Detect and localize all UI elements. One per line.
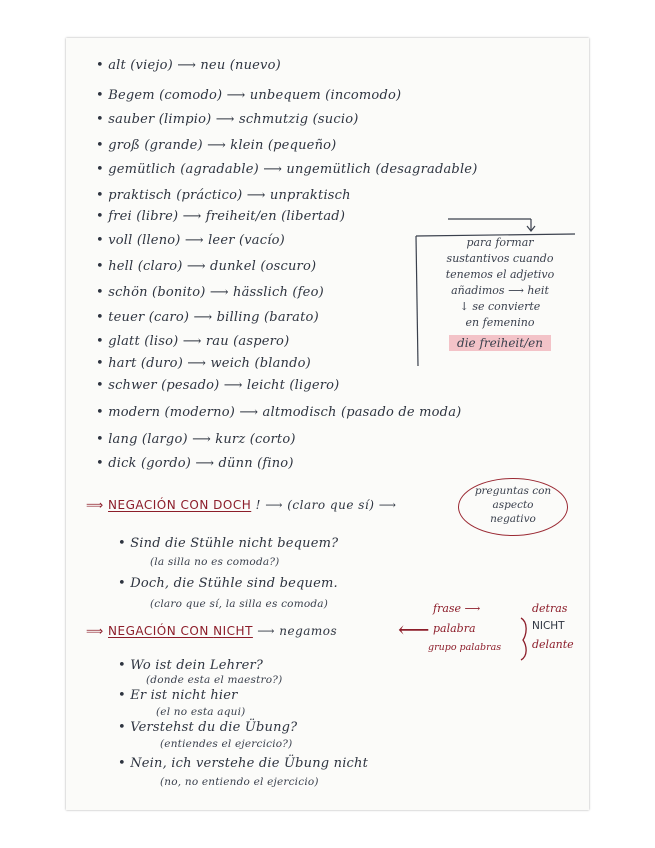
- doch-translation-1: (la silla no es comoda?): [150, 556, 280, 568]
- vocab-line-10: • schön (bonito) ⟶ hässlich (feo): [96, 285, 324, 300]
- option-grupo-palabras: grupo palabras: [428, 642, 502, 653]
- vocab-line-8: • voll (lleno) ⟶ leer (vacío): [96, 233, 285, 248]
- vocab-line-4: • groß (grande) ⟶ klein (pequeño): [96, 138, 337, 153]
- doch-heading-title: NEGACIÓN CON DOCH: [108, 498, 252, 512]
- option-palabra: palabra: [433, 622, 476, 635]
- note-line-1: para formar: [466, 236, 534, 249]
- bubble-line-3: negativo: [490, 513, 536, 525]
- note-line-4: añadimos ⟶ heit: [451, 284, 549, 297]
- vocab-line-6: • praktisch (práctico) ⟶ unpraktisch: [96, 188, 351, 203]
- doch-example-1: • Sind die Stühle nicht bequem?: [118, 536, 339, 551]
- position-delante: delante: [532, 638, 574, 651]
- position-detras: detras: [532, 602, 568, 615]
- nicht-translation-4: (no, no entiendo el ejercicio): [160, 776, 319, 788]
- adjective-to-noun-note: [425, 235, 575, 352]
- doch-example-2: • Doch, die Stühle sind bequem.: [118, 576, 338, 591]
- nicht-heading-rest: ⟶ negamos: [257, 624, 338, 638]
- nicht-heading: [86, 624, 337, 638]
- nicht-translation-1: (donde esta el maestro?): [146, 674, 283, 686]
- left-arrow-icon: ⟵: [398, 618, 430, 643]
- note-line-6: en femenino: [465, 316, 535, 329]
- doch-heading: [86, 498, 396, 512]
- nicht-example-4: • Nein, ich verstehe die Übung nicht: [118, 756, 369, 771]
- nicht-example-3: • Verstehst du die Übung?: [118, 720, 298, 735]
- nicht-double-arrow-icon: ⟹: [86, 624, 104, 638]
- nicht-translation-2: (el no esta aqui): [156, 706, 246, 718]
- doch-heading-rest: ! ⟶ (claro que sí) ⟶: [255, 498, 397, 512]
- nicht-translation-3: (entiendes el ejercicio?): [160, 738, 293, 750]
- vocab-line-16: • lang (largo) ⟶ kurz (corto): [96, 432, 296, 447]
- vocab-line-17: • dick (gordo) ⟶ dünn (fino): [96, 456, 294, 471]
- note-line-5: ↓ se convierte: [459, 300, 541, 313]
- vocab-line-5: • gemütlich (agradable) ⟶ ungemütlich (desagradable): [96, 162, 478, 177]
- vocab-line-14: • schwer (pesado) ⟶ leicht (ligero): [96, 378, 340, 393]
- note-highlight: die freiheit/en: [449, 335, 551, 351]
- vocab-line-1: • alt (viejo) ⟶ neu (nuevo): [96, 58, 281, 73]
- vocab-line-12: • glatt (liso) ⟶ rau (aspero): [96, 334, 290, 349]
- nicht-example-1: • Wo ist dein Lehrer?: [118, 658, 264, 673]
- nicht-heading-keyword: NICHT: [213, 624, 253, 638]
- nicht-example-2: • Er ist nicht hier: [118, 688, 238, 703]
- vocab-line-13: • hart (duro) ⟶ weich (blando): [96, 356, 311, 371]
- position-nicht: NICHT: [532, 620, 565, 632]
- bubble-line-1: preguntas con: [474, 485, 552, 497]
- vocab-line-3: • sauber (limpio) ⟶ schmutzig (sucio): [96, 112, 359, 127]
- nicht-heading-title: NEGACIÓN CON: [108, 624, 214, 638]
- vocab-line-2: • Begem (comodo) ⟶ unbequem (incomodo): [96, 88, 402, 103]
- doch-double-arrow-icon: ⟹: [86, 498, 104, 512]
- negative-questions-bubble: [458, 478, 568, 536]
- vocab-line-9: • hell (claro) ⟶ dunkel (oscuro): [96, 259, 317, 274]
- doch-translation-2: (claro que sí, la silla es comoda): [150, 598, 329, 610]
- bubble-line-2: aspecto: [492, 499, 534, 511]
- note-line-2: sustantivos cuando: [446, 252, 554, 265]
- vocab-line-11: • teuer (caro) ⟶ billing (barato): [96, 310, 319, 325]
- vocab-line-15: • modern (moderno) ⟶ altmodisch (pasado de moda): [96, 405, 462, 420]
- option-frase: frase ⟶: [433, 602, 481, 615]
- vocab-line-7: • frei (libre) ⟶ freiheit/en (libertad): [96, 209, 346, 224]
- note-line-3: tenemos el adjetivo: [445, 268, 555, 281]
